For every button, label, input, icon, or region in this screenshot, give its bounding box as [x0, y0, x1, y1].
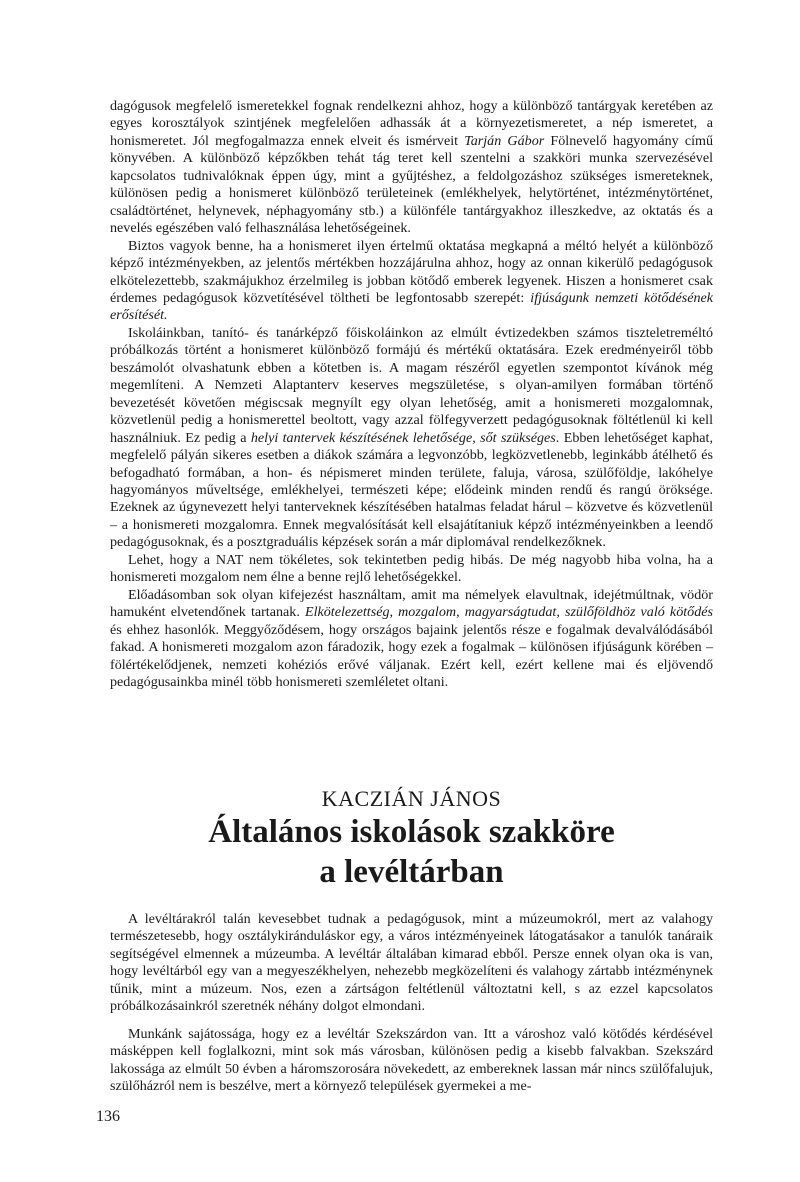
title-line: Általános iskolások szakköre: [208, 814, 615, 850]
paragraph: Munkánk sajátossága, hogy ez a levéltár Szekszárdon van. Itt a városhoz való kötődés kérdésével másképpen kell foglalkozni, mint sok más városban, különösen pedig a kisebb falvakban. Szekszárd lakossága az elmúlt 50 évben a háromszorosára növekedett, az embereknek lassan már nincs szülőfalujuk, szülőházról nem is beszélve, mert a környező települések gyermekei a me-: [110, 1025, 713, 1095]
text-run: Előadásomban sok olyan kifejezést használtam, amit ma némelyek elavultnak, idejétmúltnak, vödör hamuként elvetendőnek tartanak.: [110, 586, 713, 621]
title-line: a levéltárban: [319, 854, 504, 890]
text-run: . Ebben lehetőséget kaphat, megfelelő pályán sikeres esetben a diákok számára a legvonzóbb, legközvetlenebb, leginkább átélhető és befogadható formában, a hon- és népismeret minden területe, faluja, városa, szülőföldje, lakóhelye hagyományos műveltsége, emlékhelyei, természeti képe; elődeink minden rendű és rangú öröksége. Ezeknek az úgynevezett helyi tanterveknek készítésében hatalmas feladat hárul – közvetve és közvetlenül – a honismereti mozgalomra. Ennek megvalósítását kell elsajátítaniuk képző intézményeinkben a leendő pedagógusoknak, és a posztgraduális képzések során a már diplomával rendelkezőknek.: [110, 429, 713, 551]
emphasis-text: Elkötelezettség, mozgalom, magyarságtudat, szülőföldhöz való kötődés: [304, 604, 713, 621]
text-run: Biztos vagyok benne, ha a honismeret ilyen értelmű oktatása megkapná a méltó helyét a különböző képző intézményekben, az jelentős mértékben hozzájárulna ahhoz, hogy az onnan kikerülő pedagógusok elkötelezettebb, szakmájukhoz érzelmileg is jobban kötődő emberek legyenek. Hiszen a honismeret csak érdemes pedagógusok közvetítésével töltheti be legfontosabb szerepét:: [110, 237, 713, 306]
paragraph: [110, 238, 713, 325]
article-title: [110, 812, 713, 892]
text-run: Lehet, hogy a NAT nem tökéletes, sok tekintetben pedig hibás. De még nagyobb hiba volna, ha a honismereti mozgalom nem élne a benne rejlő lehetőségekkel.: [110, 551, 713, 586]
paragraph: [110, 325, 713, 552]
paragraph: [110, 587, 713, 692]
paragraph: A levéltárakról talán kevesebbet tudnak a pedagógusok, mint a múzeumokról, mert az valahogy természetesebb, hogy osztálykiránduláskor egy, a város intézményeinek látogatásakor a tanulók tanáraik segítségével elmennek a múzeumba. A levéltár általában kimarad ebből. Persze ennek olyan oka is van, hogy levéltárból egy van a megyeszékhelyen, nehezebb megközelíteni és valahogy zártabb intézménynek tűnik, mint a múzeum. Nos, ezen a zártságon feltétlenül változtatni kell, s az ezzel kapcsolatos próbálkozásainkról szeretnék néhány dolgot elmondani.: [110, 911, 713, 1015]
emphasis-text: Tarján Gábor: [464, 132, 545, 149]
text-run: Iskoláinkban, tanító- és tanárképző főiskoláinkon az elmúlt évtizedekben számos tiszteletreméltó próbálkozás történt a honismeret különböző formájú és mértékű oktatására. Ezek eredményeiről több beszámolót olvashatunk ebben a kötetben is. A magam részéről egyetlen szempontot kívánok még megemlíteni. A Nemzeti Alaptanterv keserves megszületése, s olyan-amilyen formában történő bevezetését követően mégiscsak megnyílt egy olyan lehetőség, amit a honismereti mozgalomnak, közvetlenül pedig a honismerettel beoltott, vagy azzal fölfegyverzett pedagógusoknak föltétlenül ki kell használniuk. Ez pedig a: [110, 324, 713, 446]
paragraph: [110, 552, 713, 587]
previous-article-text: [110, 98, 713, 691]
article-body: [110, 911, 713, 1106]
text-run: Fölnevelő hagyomány című könyvében. A különböző képzőkben tehát tág teret kell szentelni a szakköri munka szervezésével kapcsolatos tudnivalóknak éppen úgy, mint a gyűjtéshez, a feldolgozáshoz szükséges ismereteknek, különösen pedig a honismeret különböző területeinek (emlékhelyek, helytörténet, intézménytörténet, családtörténet, helynevek, néphagyomány stb.) a különféle tantárgyakhoz illeszkedve, az oktatás és a nevelés egészében való felhasználása lehetőségeinek.: [110, 132, 713, 237]
emphasis-text: ifjúságunk nemzeti kötődésének erősítését.: [110, 289, 714, 324]
text-run: ,: [472, 429, 481, 446]
paragraph: [110, 98, 713, 238]
text-run: és ehhez hasonlók. Meggyőződésem, hogy országos bajaink jelentős része e fogalmak devalválódásából fakad. A honismereti mozgalom azon fáradozik, hogy ezek a fogalmak – különösen ifjúságunk körében – fölértékelődjenek, nemzeti kohéziós erővé váljanak. Ezért kell, ezért kellene mai és eljövendő pedagógusainkba minél több honismereti szemléletet oltani.: [110, 621, 713, 690]
text-run: dagógusok megfelelő ismeretekkel fognak rendelkezni ahhoz, hogy a különböző tantárgyak keretében az egyes korosztályok szintjének megfelelően adhassák át a környezetismeretet, a nép ismeretet, a honismeretet. Jól megfogalmazza ennek elveit és ismérveit: [110, 98, 713, 149]
article-author: KACZIÁN JÁNOS: [321, 786, 502, 811]
emphasis-text: sőt szükséges: [480, 429, 556, 446]
page-number: 136: [96, 1108, 120, 1125]
emphasis-text: helyi tantervek készítésének lehetősége: [250, 429, 473, 446]
